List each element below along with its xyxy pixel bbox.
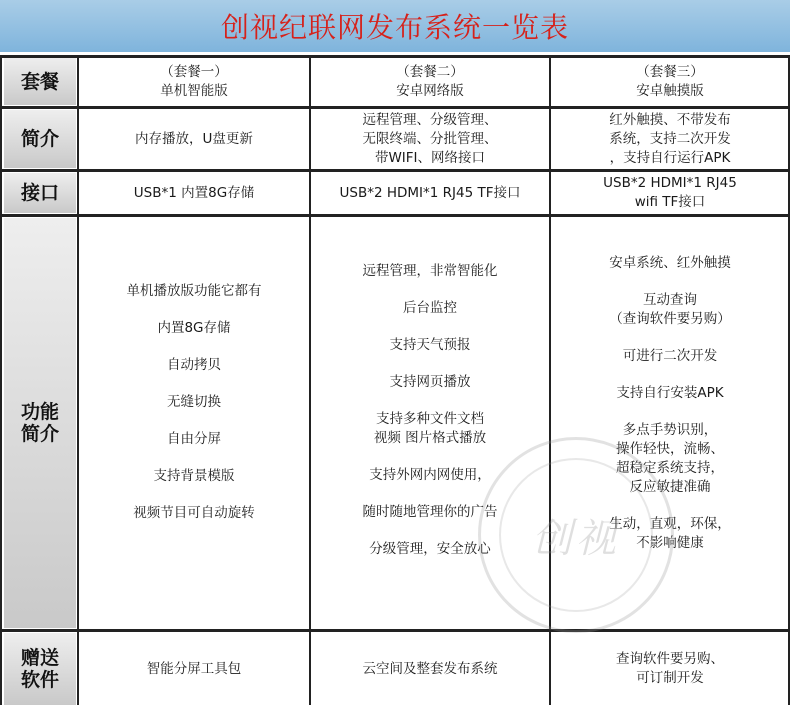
- feature-item: 视频 图片格式播放: [373, 430, 487, 446]
- gift-row: [0, 633, 790, 705]
- feature-item: 互动查询: [643, 292, 697, 308]
- comparison-table: [0, 52, 790, 705]
- plan-header-3: [552, 58, 788, 105]
- feature-item: 超稳定系统支持，: [616, 460, 724, 476]
- feature-item: （查询软件要另购）: [609, 311, 731, 327]
- feature-item: 操作轻快，流畅、: [616, 441, 724, 457]
- grid-line: [0, 58, 2, 705]
- ports-text: USB*2 HDMI*1 RJ45 TF接口: [339, 184, 521, 201]
- row-label-intro: 简介: [4, 110, 76, 168]
- row-label-gift: [4, 633, 76, 705]
- gift-text: 可订制开发: [636, 670, 704, 686]
- grid-line: [0, 214, 790, 217]
- gift-cell-1: [80, 633, 308, 705]
- feature-item: 支持多种文件文档: [376, 411, 484, 427]
- ports-cell-2: [312, 173, 548, 213]
- plan-header-1: [80, 58, 308, 105]
- feature-item: 支持天气预报: [389, 337, 471, 353]
- feature-item: 支持自行安装APK: [616, 385, 724, 401]
- gift-cell-2: [312, 633, 548, 705]
- grid-line: [309, 58, 311, 705]
- feature-item: 支持网页播放: [389, 374, 471, 390]
- title-banner: [0, 0, 790, 52]
- gift-text: 智能分屏工具包: [146, 660, 242, 677]
- intro-row: [0, 110, 790, 168]
- features-cell-1: [80, 218, 308, 628]
- intro-cell-3: [552, 110, 788, 168]
- ports-text: USB*1 内置8G存储: [133, 184, 255, 201]
- label-line: 软件: [20, 669, 59, 691]
- feature-item: 分级管理，安全放心: [369, 541, 491, 557]
- feature-item: 后台监控: [403, 300, 457, 316]
- plan-name: 安卓网络版: [396, 82, 464, 99]
- plan-tier: （套餐三）: [636, 63, 704, 80]
- ports-cell-3: [552, 173, 788, 213]
- grid-line: [0, 55, 790, 58]
- intro-text: 红外触摸、不带发布: [609, 111, 731, 128]
- feature-item: 不影响健康: [636, 535, 704, 551]
- feature-item: 内置8G存储: [157, 320, 231, 336]
- grid-line: [549, 58, 551, 705]
- plan-tier: （套餐一）: [160, 63, 228, 80]
- row-label-ports: 接口: [4, 173, 76, 213]
- features-cell-2: [312, 218, 548, 628]
- gift-cell-3: [552, 633, 788, 705]
- intro-text: 带WIFI、网络接口: [374, 149, 486, 166]
- gift-text: 查询软件要另购、: [616, 651, 724, 667]
- watermark-text: 创视: [532, 515, 620, 562]
- plan-tier: （套餐二）: [396, 63, 464, 80]
- ports-row: [0, 173, 790, 213]
- ports-cell-1: [80, 173, 308, 213]
- feature-item: 自由分屏: [167, 431, 221, 447]
- features-cell-3: [552, 218, 788, 628]
- ports-text: wifi TF接口: [634, 194, 706, 210]
- plan-name: 单机智能版: [160, 82, 228, 99]
- feature-item: 视频节目可自动旋转: [133, 505, 255, 521]
- feature-item: 自动拷贝: [167, 357, 221, 373]
- feature-item: 多点手势识别，: [622, 422, 718, 438]
- feature-item: 无缝切换: [167, 394, 221, 410]
- page-title: 创视纪联网发布系统一览表: [220, 11, 569, 44]
- feature-item: 随时随地管理你的广告: [362, 504, 498, 520]
- intro-cell-1: [80, 110, 308, 168]
- grid-line: [0, 106, 790, 109]
- plan-header-row: [0, 58, 790, 105]
- grid-line: [0, 169, 790, 172]
- ports-text: USB*2 HDMI*1 RJ45: [603, 175, 737, 191]
- feature-item: 生动，直观，环保，: [609, 516, 731, 532]
- plan-header-2: [312, 58, 548, 105]
- plan-name: 安卓触摸版: [636, 82, 704, 99]
- row-label-features: [4, 218, 76, 628]
- grid-line: [0, 629, 790, 632]
- gift-text: 云空间及整套发布系统: [362, 660, 498, 677]
- feature-item: 反应敏捷准确: [629, 479, 711, 495]
- intro-text: 无限终端、分批管理、: [362, 130, 498, 147]
- grid-line: [77, 58, 79, 705]
- feature-item: 支持外网内网使用，: [369, 467, 491, 483]
- intro-text: ，支持自行运行APK: [609, 149, 731, 166]
- label-line: 功能: [20, 401, 59, 423]
- features-row: [0, 218, 790, 628]
- feature-item: 远程管理，非常智能化: [362, 263, 498, 279]
- row-label-plan: 套餐: [4, 58, 76, 105]
- intro-text: 内存播放，U盘更新: [135, 130, 253, 147]
- intro-cell-2: [312, 110, 548, 168]
- intro-text: 系统，支持二次开发: [609, 130, 731, 147]
- feature-item: 单机播放版功能它都有: [126, 283, 262, 299]
- feature-item: 安卓系统、红外触摸: [609, 255, 731, 271]
- feature-item: 可进行二次开发: [622, 348, 718, 364]
- label-line: 赠送: [20, 647, 59, 669]
- intro-text: 远程管理、分级管理、: [362, 111, 498, 128]
- feature-item: 支持背景模版: [153, 468, 235, 484]
- label-line: 简介: [20, 423, 59, 445]
